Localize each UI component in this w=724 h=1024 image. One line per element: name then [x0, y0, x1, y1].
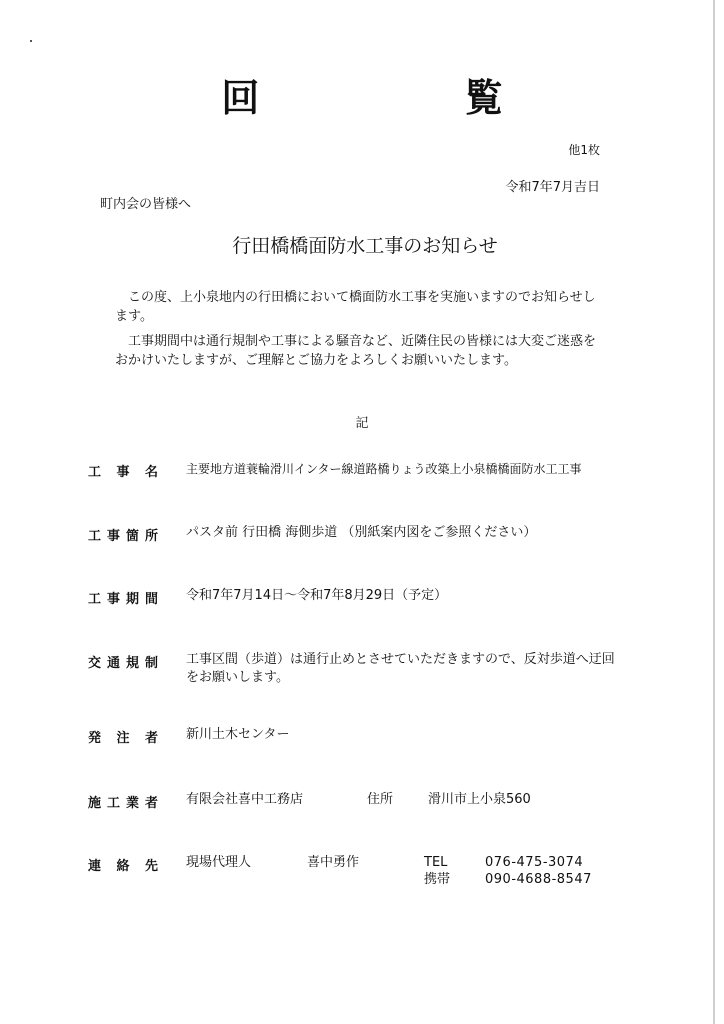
circular-title: 回 覧	[221, 76, 599, 120]
mobile-number: 090-4688-8547	[485, 872, 592, 887]
recipient: 町内会の皆様へ	[100, 197, 192, 212]
traffic-control-label: 交通規制	[88, 656, 158, 671]
address-label: 住所	[367, 792, 394, 807]
ki-heading: 記	[355, 416, 369, 431]
work-location-label: 工事箇所	[88, 529, 158, 544]
contractor-value: 有限会社喜中工務店	[186, 792, 304, 807]
intro-paragraph: この度、上小泉地内の行田橋において橋面防水工事を実施いますのでお知らせします。	[115, 290, 596, 324]
work-location-value: パスタ前 行田橋 海側歩道 （別紙案内図をご参照ください）	[186, 525, 537, 540]
attachment-note: 他1枚	[568, 143, 600, 157]
mobile-label: 携帯	[424, 872, 451, 887]
address-value: 滑川市上小泉560	[428, 792, 531, 807]
scan-speck	[30, 40, 32, 42]
work-period-label: 工事期間	[88, 592, 158, 607]
apology-paragraph: 工事期間中は通行規制や工事による騒音など、近隣住民の皆様には大変ご迷惑をおかけいたしますが、ご理解とご協力をよろしくお願いいたします。	[115, 334, 597, 368]
tel-label: TEL	[424, 855, 448, 870]
work-name-label: 工事名	[88, 465, 158, 480]
notice-title: 行田橋橋面防水工事のお知らせ	[232, 235, 498, 257]
issue-date: 令和7年7月吉日	[505, 180, 600, 195]
tel-number: 076-475-3074	[485, 855, 584, 870]
contact-role: 現場代理人	[186, 855, 252, 870]
contact-person: 喜中勇作	[307, 855, 360, 870]
client-label: 発注者	[88, 731, 158, 746]
work-period-value: 令和7年7月14日～令和7年8月29日（予定）	[186, 588, 448, 603]
client-value: 新川土木センター	[186, 727, 290, 742]
contact-label: 連絡先	[88, 859, 158, 874]
contractor-label: 施工業者	[88, 796, 158, 811]
work-name-value: 主要地方道蓑輪滑川インター線道路橋りょう改築上小泉橋橋面防水工工事	[186, 462, 582, 476]
traffic-control-value: 工事区間（歩道）は通行止めとさせていただきますので、反対歩道へ迂回をお願いします。	[186, 652, 615, 685]
page-edge-line	[713, 0, 715, 1024]
